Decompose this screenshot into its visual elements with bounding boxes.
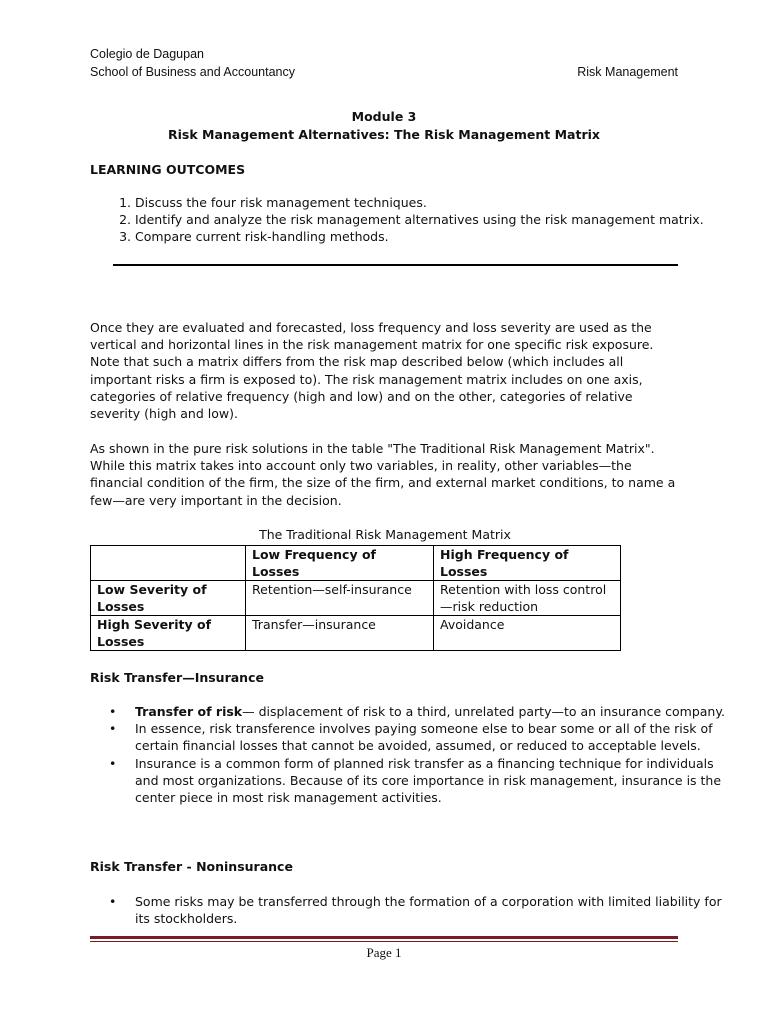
item-lead: Transfer of risk	[135, 704, 243, 719]
noninsurance-bullet-list	[90, 893, 725, 927]
item-text: — displacement of risk to a third, unrelated party—to an insurance company.	[242, 704, 725, 719]
page-number: Page 1	[366, 945, 402, 960]
bullet-icon: •	[109, 755, 117, 771]
learning-outcomes-heading: LEARNING OUTCOMES	[90, 162, 246, 177]
module-title: Risk Management Alternatives: The Risk Management Matrix	[168, 127, 600, 142]
bullet-icon: •	[109, 894, 117, 909]
risk-transfer-noninsurance-heading: Risk Transfer - Noninsurance	[90, 859, 293, 874]
module-number: Module 3	[351, 109, 417, 124]
table-caption: The Traditional Risk Management Matrix	[259, 527, 511, 542]
paragraph: Once they are evaluated and forecasted, loss frequency and loss severity are used as the vertical and horizontal lines in the risk management matrix for one specific risk exposure. Note that such a matrix differs from the risk map described below (which includes all important risks a firm is exposed to). The risk management matrix includes on one axis, categories of relative frequency (high and low) and on the other, categories of relative severity (high and low).	[90, 320, 654, 422]
table-header: High Frequency of Losses	[434, 546, 621, 581]
section-divider	[113, 264, 678, 266]
insurance-bullet-list	[90, 703, 725, 806]
bullet-icon: •	[109, 721, 117, 737]
row-header: Low Severity of Losses	[91, 581, 246, 616]
footer-rule-thin	[90, 941, 678, 942]
risk-management-matrix	[90, 545, 621, 651]
bullet-icon: •	[109, 704, 117, 719]
page-header	[90, 46, 678, 81]
table-row	[91, 581, 621, 616]
list-item	[109, 755, 725, 807]
list-item	[109, 893, 725, 927]
header-school: School of Business and Accountancy	[90, 64, 295, 79]
table-cell: Retention with loss control—risk reduction	[434, 581, 621, 616]
list-item	[109, 720, 725, 754]
item-text: In essence, risk transference involves paying someone else to bear some or all of the risk of certain financial losses that cannot be avoided, assumed, or reduced to acceptable levels.	[135, 721, 713, 754]
table-cell	[91, 546, 246, 581]
table-cell: Retention—self-insurance	[246, 581, 434, 616]
list-item	[109, 703, 725, 720]
footer-rule-thick	[90, 936, 678, 939]
table-cell: Avoidance	[434, 616, 621, 651]
header-institution: Colegio de Dagupan	[90, 47, 204, 61]
table-row	[91, 616, 621, 651]
row-header: High Severity of Losses	[91, 616, 246, 651]
table-header: Low Frequency of Losses	[246, 546, 434, 581]
risk-transfer-insurance-heading: Risk Transfer—Insurance	[90, 670, 264, 685]
item-text: Insurance is a common form of planned risk transfer as a financing technique for individuals and most organizations. Because of its core importance in risk management, insurance is the center piece in most risk management activities.	[135, 755, 722, 806]
paragraph: As shown in the pure risk solutions in the table "The Traditional Risk Management Matrix". While this matrix takes into account only two variables, in reality, other variables—the financial condition of the firm, the size of the firm, and external market conditions, to name a few—are very important in the decision.	[90, 441, 676, 508]
list-item: 1. Discuss the four risk management techniques.	[135, 194, 725, 211]
learning-outcomes-list	[90, 194, 725, 245]
table-row	[91, 546, 621, 581]
item-text: Some risks may be transferred through the formation of a corporation with limited liability for its stockholders.	[135, 894, 722, 927]
header-course: Risk Management	[577, 64, 678, 79]
table-cell: Transfer—insurance	[246, 616, 434, 651]
list-item: 2. Identify and analyze the risk management alternatives using the risk management matrix.	[135, 211, 725, 228]
list-item: 3. Compare current risk-handling methods.	[135, 228, 725, 245]
